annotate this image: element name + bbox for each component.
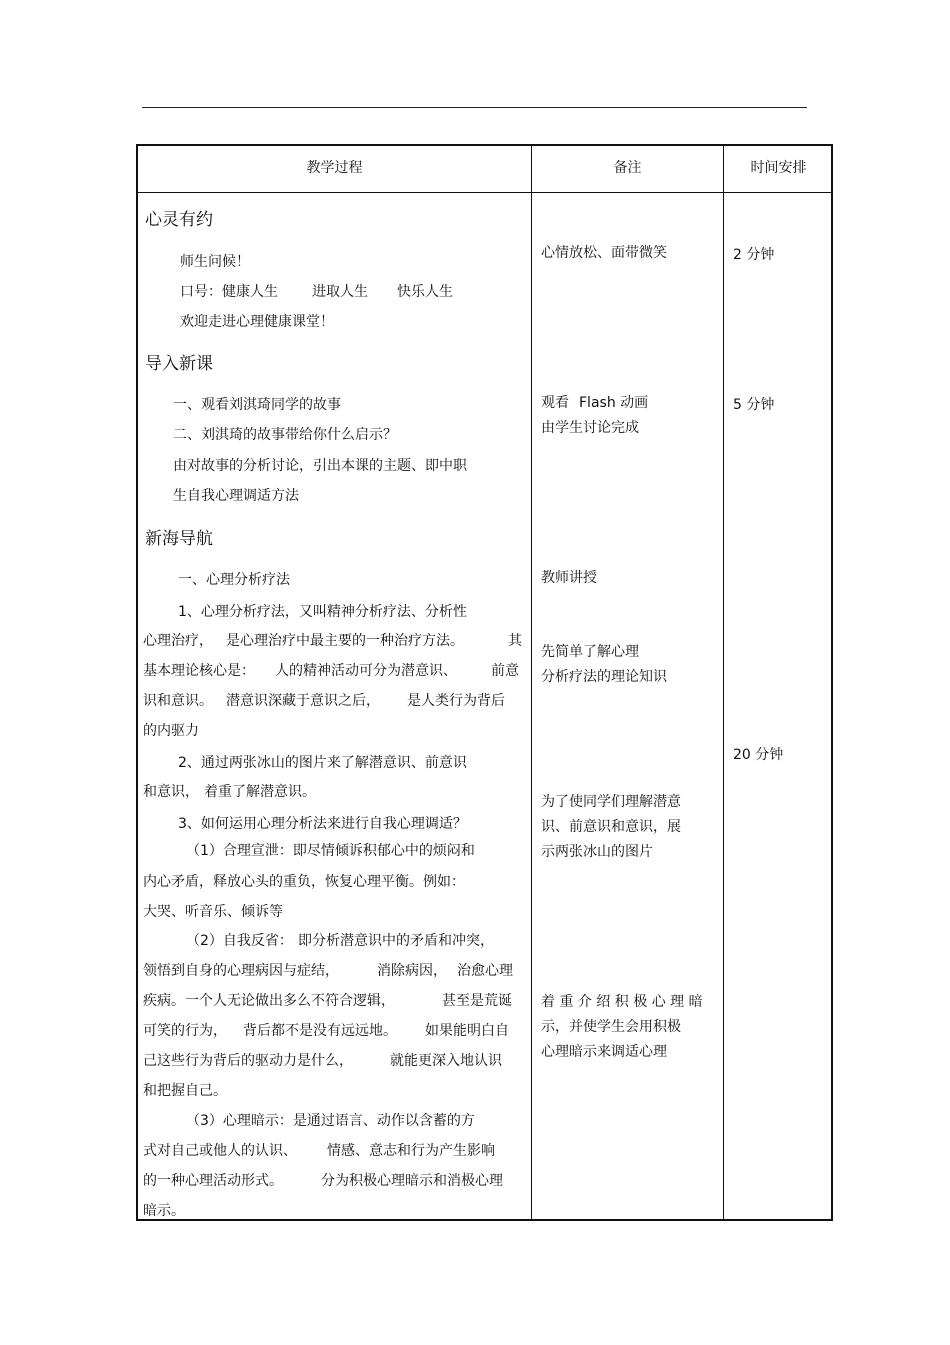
text-line: 大哭、听音乐、倾诉等 — [143, 904, 283, 920]
text-line: 欢迎走进心理健康课堂！ — [180, 314, 334, 330]
text-line: 2、通过两张冰山的图片来了解潜意识、前意识 — [178, 755, 467, 771]
text-line: 消除病因， — [377, 963, 447, 979]
text-line: 暗示。 — [143, 1203, 185, 1219]
note-text: 着 重 介 绍 积 极 心 理 暗 — [541, 994, 703, 1010]
text-line: 情感、意志和行为产生影响 — [327, 1143, 495, 1159]
text-line: 潜意识深藏于意识之后， — [226, 693, 380, 709]
text-line: 是人类行为背后 — [407, 693, 505, 709]
note-text: 示，并使学生会用积极 — [541, 1019, 681, 1035]
text-line: 师生问候！ — [180, 254, 250, 270]
note-text: 心理暗示来调适心理 — [541, 1044, 667, 1060]
note-text: 心情放松、面带微笑 — [541, 245, 667, 261]
note-text: 教师讲授 — [541, 570, 597, 586]
text-line: 是心理治疗中最主要的一种治疗方法。 — [226, 633, 464, 649]
header-note: 备注 — [613, 160, 642, 176]
text-line: 的一种心理活动形式。 — [143, 1173, 283, 1189]
text-line: 3、如何运用心理分析法来进行自我心理调适？ — [178, 816, 467, 832]
text-line: 治愈心理 — [457, 963, 513, 979]
text-line: 和把握自己。 — [143, 1083, 227, 1099]
text-line: 进取人生 — [312, 284, 368, 300]
page-top-rule — [142, 107, 807, 108]
note-text: 识、前意识和意识，展 — [541, 819, 681, 835]
text-line: 其 — [508, 633, 522, 649]
text-line: 1、心理分析疗法，又叫精神分析疗法、分析性 — [178, 604, 467, 620]
text-line: 和意识， — [143, 784, 199, 800]
lesson-plan-table — [136, 144, 833, 1221]
text-line: 一、心理分析疗法 — [178, 572, 290, 588]
column-divider-2 — [723, 146, 724, 1219]
text-line: 就能更深入地认识 — [390, 1053, 502, 1069]
text-line: 一、观看刘淇琦同学的故事 — [173, 397, 341, 413]
note-text: 分析疗法的理论知识 — [541, 669, 667, 685]
text-line: 可笑的行为， — [143, 1023, 227, 1039]
column-divider-1 — [531, 146, 532, 1219]
header-process: 教学过程 — [306, 160, 363, 176]
text-line: 疾病。一个人无论做出多么不符合逻辑， — [143, 993, 395, 1009]
header-time: 时间安排 — [750, 160, 807, 176]
text-line: 识和意识。 — [143, 693, 213, 709]
text-line: 快乐人生 — [397, 284, 453, 300]
text-line: 内心矛盾，释放心头的重负，恢复心理平衡。例如： — [143, 874, 465, 890]
section-title: 新海导航 — [145, 529, 213, 549]
text-line: （3）心理暗示：是通过语言、动作以含蓄的方 — [186, 1113, 475, 1129]
note-text: 先简单了解心理 — [541, 644, 639, 660]
note-text: 示两张冰山的图片 — [541, 844, 653, 860]
note-text: 由学生讨论完成 — [541, 420, 639, 436]
text-line: 式对自己或他人的认识、 — [143, 1143, 297, 1159]
section-title: 心灵有约 — [145, 210, 213, 230]
text-line: 背后都不是没有远远地。 — [243, 1023, 397, 1039]
text-line: 口号：健康人生 — [180, 284, 278, 300]
time-text: 5 分钟 — [733, 397, 775, 413]
note-text: 为了使同学们理解潜意 — [541, 794, 681, 810]
text-line: 着重了解潜意识。 — [204, 784, 316, 800]
text-line: 生自我心理调适方法 — [173, 488, 299, 504]
text-line: 二、刘淇琦的故事带给你什么启示？ — [173, 427, 397, 443]
section-title: 导入新课 — [145, 354, 213, 374]
note-text: 观看 — [541, 395, 569, 411]
text-line: （2）自我反省： — [186, 933, 293, 949]
text-line: 如果能明白自 — [425, 1023, 509, 1039]
time-text: 2 分钟 — [733, 247, 775, 263]
time-text: 20 分钟 — [733, 747, 784, 763]
text-line: 甚至是荒诞 — [442, 993, 512, 1009]
text-line: 人的精神活动可分为潜意识、 — [275, 663, 457, 679]
text-line: 的内驱力 — [143, 723, 199, 739]
text-line: 基本理论核心是： — [143, 663, 255, 679]
text-line: 即分析潜意识中的矛盾和冲突， — [298, 933, 494, 949]
header-divider — [138, 192, 831, 193]
text-line: （1）合理宣泄：即尽情倾诉积郁心中的烦闷和 — [186, 843, 475, 859]
text-line: 分为积极心理暗示和消极心理 — [321, 1173, 503, 1189]
text-line: 领悟到自身的心理病因与症结， — [143, 963, 339, 979]
text-line: 前意 — [491, 663, 519, 679]
text-line: 由对故事的分析讨论，引出本课的主题、即中职 — [173, 458, 467, 474]
text-line: 心理治疗， — [143, 633, 213, 649]
note-text: Flash 动画 — [579, 395, 649, 411]
text-line: 己这些行为背后的驱动力是什么， — [143, 1053, 353, 1069]
